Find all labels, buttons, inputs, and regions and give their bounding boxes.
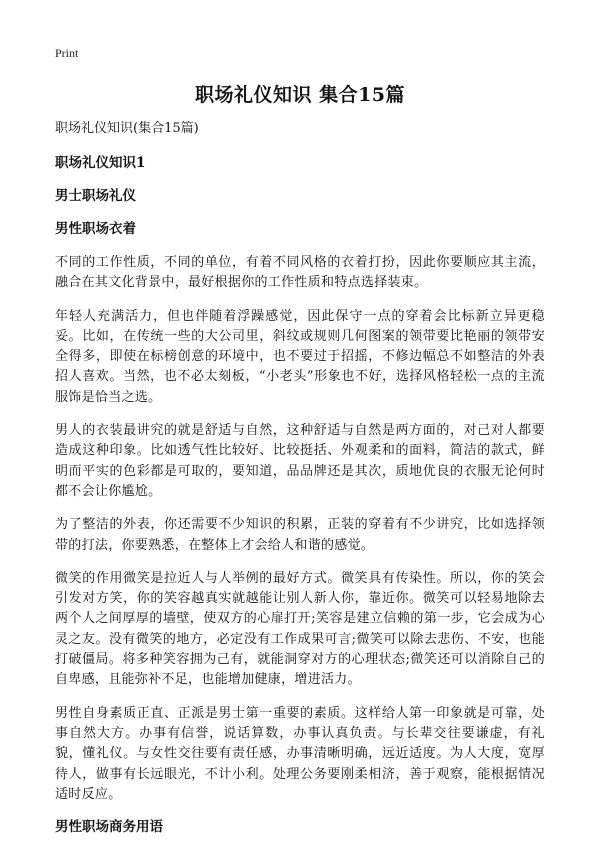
paragraph-1: 不同的工作性质，不同的单位，有着不同风格的衣着打扮，因此你要顺应其主流，融合在其文化背景中，最好根据你的工作性质和特点选择装束。	[55, 255, 545, 291]
paragraph-6: 男性自身素质正直、正派是男士第一重要的素质。这样给人第一印象就是可靠，处事自然大方。办事有信誉，说话算数，办事认真负责。与长辈交往要谦虚，有礼貌，懂礼仪。与女性交往要有责任感，办事清晰明确，远近适度。为人大度，宽厚待人，做事有长远眼光，不计小利。处理公务要刚柔相济，善于观察，能根据情况适时反应。	[55, 705, 545, 802]
section-heading-2: 男士职场礼仪	[55, 188, 136, 204]
document-subtitle: 职场礼仪知识(集合15篇)	[55, 121, 199, 136]
print-label: Print	[55, 46, 79, 60]
section-heading-4: 男性职场商务用语	[55, 819, 163, 836]
document-body	[55, 120, 545, 851]
paragraph-3: 男人的衣装最讲究的就是舒适与自然，这种舒适与自然是两方面的，对己对人都要造成这种印象。比如透气性比较好、比较挺括、外观柔和的面料，简洁的款式，鲜明而平实的色彩都是可取的，要知道，品品牌还是其次，质地优良的衣服无论何时都不会让你尴尬。	[55, 423, 545, 499]
section-heading-3: 男性职场衣着	[55, 221, 136, 237]
paragraph-4: 为了整洁的外表，你还需要不少知识的积累，正装的穿着有不少讲究，比如选择领带的打法，你要熟悉，在整体上才会给人和谐的感觉。	[55, 517, 545, 553]
document-title: 职场礼仪知识 集合15篇	[194, 84, 406, 106]
paragraph-2: 年轻人充满活力，但也伴随着浮躁感觉，因此保守一点的穿着会比标新立异更稳妥。比如，在传统一些的大公司里，斜纹或规则几何图案的领带要比艳丽的领带安全得多，即使在标榜创意的环境中，也不要过于招摇，不修边幅总不如整洁的外表招人喜欢。当然，也不必太刻板，“小老头”形象也不好，选择风格轻松一点的主流服饰是恰当之选。	[55, 308, 545, 405]
paragraph-5: 微笑的作用微笑是拉近人与人举例的最好方式。微笑具有传染性。所以，你的笑会引发对方笑，你的笑容越真实就越能让别人新人你，靠近你。微笑可以轻易地除去两个人之间厚厚的墙壁，使双方的心扉打开;笑容是建立信赖的第一步，它会成为心灵之友。没有微笑的地方，必定没有工作成果可言;微笑可以除去悲伤、不安，也能打破僵局。将多种笑容拥为己有，就能洞穿对方的心理状态;微笑还可以消除自己的自卑感，且能弥补不足，也能增加健康，增进活力。	[55, 570, 545, 688]
section-heading-1: 职场礼仪知识1	[55, 155, 146, 171]
